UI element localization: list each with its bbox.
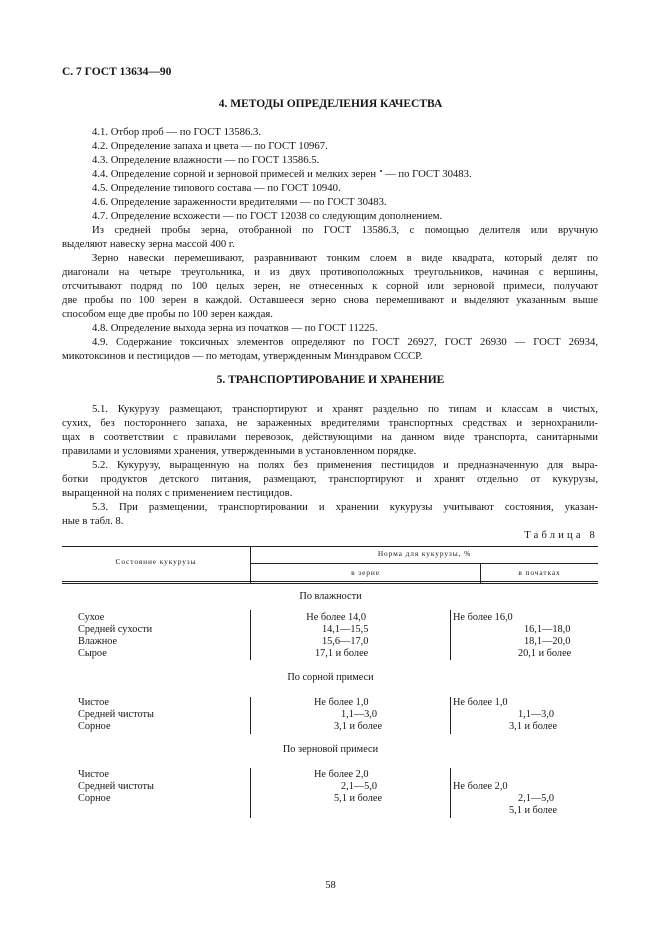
table-cell-grain: 15,6—17,0 <box>322 636 369 647</box>
item-4-4-ref: — по ГОСТ 30483. <box>385 168 472 180</box>
para-mix-line-3: отсчитывают подряд по 100 целых зерен, не отнесенных к сорной или зерновой примеси, получают <box>62 280 598 292</box>
table-cell-state: Чистое <box>78 697 109 708</box>
item-4-6: 4.6. Определение зараженности вредителями — по ГОСТ 30483. <box>92 196 387 208</box>
para-5-1-line-3: щах в соответствии с правилами перевозок, действующими на данном виде транспорта, санитарными <box>62 431 598 443</box>
table-cell-state: Сырое <box>78 648 107 659</box>
table-cell-state: Средней чистоты <box>78 709 154 720</box>
table-divider-body-3b <box>450 768 451 818</box>
item-4-4 <box>92 167 472 181</box>
table-cell-cobs: Не более 1,0 <box>453 697 508 708</box>
item-4-3: 4.3. Определение влажности — по ГОСТ 13586.5. <box>92 154 320 166</box>
table-cell-cobs: 20,1 и более <box>518 648 572 659</box>
table-cell-grain: 5,1 и более <box>334 793 383 804</box>
para-mix-line-1: Зерно навески перемешивают, разравнивают тонким слоем в виде квадрата, который делят по <box>92 252 598 264</box>
item-4-7: 4.7. Определение всхожести — по ГОСТ 12038 со следующим дополнением. <box>92 210 443 222</box>
para-5-1-line-4: правилами и условиями хранения, утвержденными в установленном порядке. <box>62 445 417 457</box>
table-top-rule <box>62 546 598 547</box>
table-cell-grain: 17,1 и более <box>315 648 369 659</box>
table-label: Таблица 8 <box>524 530 598 541</box>
table-divider-body-2b <box>450 697 451 734</box>
group-title-weed-impurity: По сорной примеси <box>287 672 374 683</box>
table-cell-cobs: 5,1 и более <box>509 805 558 816</box>
table-header-rule-2 <box>62 583 598 584</box>
table-cell-state: Средней сухости <box>78 624 153 635</box>
page-header: С. 7 ГОСТ 13634—90 <box>62 66 172 78</box>
para-5-1-line-1: 5.1. Кукурузу размещают, транспортируют и хранят раздельно по типам и классам в чистых, <box>92 403 598 415</box>
group-title-moisture: По влажности <box>299 591 362 602</box>
table-cell-state: Влажное <box>78 636 118 647</box>
col-header-norm: Норма для кукурузы, % <box>377 549 472 558</box>
table-cell-grain: Не более 1,0 <box>314 697 369 708</box>
item-4-5: 4.5. Определение типового состава — по ГОСТ 10940. <box>92 182 341 194</box>
page-number: 58 <box>325 880 336 891</box>
table-divider-body-3a <box>250 768 251 818</box>
para-5-2-line-3: выращенной на полях с применением пестицидов. <box>62 487 293 499</box>
section-5-title: 5. ТРАНСПОРТИРОВАНИЕ И ХРАНЕНИЕ <box>216 374 445 386</box>
table-header-rule-1 <box>62 581 598 582</box>
dot-mark <box>380 170 382 172</box>
table-cell-cobs: Не более 16,0 <box>453 612 513 623</box>
item-4-2: 4.2. Определение запаха и цвета — по ГОСТ 10967. <box>92 140 328 152</box>
table-cell-state: Чистое <box>78 769 109 780</box>
para-mix-line-2: диагонали на четыре треугольника, и из двух противоположных треугольников, начиная с вершины, <box>62 266 598 278</box>
table-cell-grain: 2,1—5,0 <box>341 781 378 792</box>
item-4-9-line-2: микотоксинов и пестицидов — по методам, утвержденным Минздравом СССР. <box>62 350 423 362</box>
item-4-1: 4.1. Отбор проб — по ГОСТ 13586.3. <box>92 126 261 138</box>
table-cell-state: Сухое <box>78 612 105 623</box>
section-4-title: 4. МЕТОДЫ ОПРЕДЕЛЕНИЯ КАЧЕСТВА <box>218 98 443 110</box>
table-divider-body-2a <box>250 697 251 734</box>
para-5-2-line-1: 5.2. Кукурузу, выращенную на полях без применения пестицидов и предназначенную для выра- <box>92 459 598 471</box>
table-cell-grain: 14,1—15,5 <box>322 624 369 635</box>
table-cell-state: Сорное <box>78 721 111 732</box>
item-4-4-text: 4.4. Определение сорной и зерновой примесей и мелких зерен <box>92 168 377 180</box>
table-subheader-rule <box>250 563 598 564</box>
col-header-state: Состояние кукурузы <box>115 557 197 566</box>
para-5-3-line-2: ные в табл. 8. <box>62 515 124 527</box>
group-title-grain-impurity: По зерновой примеси <box>282 744 379 755</box>
item-4-8: 4.8. Определение выхода зерна из початков — по ГОСТ 11225. <box>92 322 378 334</box>
table-cell-cobs: Не более 2,0 <box>453 781 508 792</box>
table-cell-cobs: 16,1—18,0 <box>524 624 571 635</box>
table-divider-body-1a <box>250 610 251 660</box>
table-cell-cobs: 18,1—20,0 <box>524 636 571 647</box>
table-cell-grain: 1,1—3,0 <box>341 709 378 720</box>
table-cell-grain: 3,1 и более <box>334 721 383 732</box>
item-4-9-line-1: 4.9. Содержание токсичных элементов определяют по ГОСТ 26927, ГОСТ 26930 — ГОСТ 26934, <box>92 336 598 348</box>
para-sample-line-2: выделяют навеску зерна массой 400 г. <box>62 238 235 250</box>
table-divider-body-1b <box>450 610 451 660</box>
para-mix-line-4: две пробы по 100 зерен в каждой. Оставшееся зерно снова перемешивают и выделяют указанным выше <box>62 294 598 306</box>
col-header-cobs: в початках <box>518 568 561 577</box>
para-mix-line-5: способом еще две пробы по 100 зерен каждая. <box>62 308 273 320</box>
table-cell-state: Сорное <box>78 793 111 804</box>
table-cell-cobs: 2,1—5,0 <box>518 793 555 804</box>
para-5-3-line-1: 5.3. При размещении, транспортировании и хранении кукурузы учитывают состояния, указан- <box>92 501 598 513</box>
table-cell-grain: Не более 14,0 <box>306 612 366 623</box>
para-5-2-line-2: ботки продуктов детского питания, размещают, транспортируют и хранят отдельно от кукурузы, <box>62 473 598 485</box>
para-sample-line-1: Из средней пробы зерна, отобранной по ГОСТ 13586.3, с помощью делителя или вручную <box>92 224 598 236</box>
table-cell-cobs: 3,1 и более <box>509 721 558 732</box>
table-cell-grain: Не более 2,0 <box>314 769 369 780</box>
para-5-1-line-2: сухих, без постороннего запаха, не зараженных вредителями транспортных средствах и зернохранили- <box>62 417 598 429</box>
table-cell-cobs: 1,1—3,0 <box>518 709 555 720</box>
table-cell-state: Средней чистоты <box>78 781 154 792</box>
col-header-grain: в зерне <box>351 568 380 577</box>
